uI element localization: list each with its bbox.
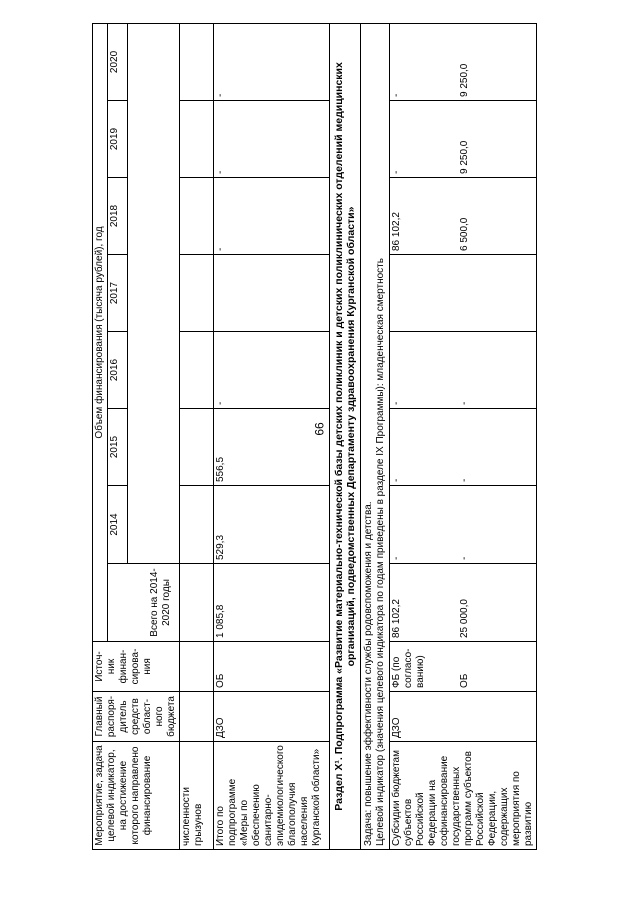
header-distributor: Главный распоря-дитель средств област-ного бюджета <box>93 692 180 742</box>
cell-2020: - <box>214 23 330 100</box>
cell-2017-ob <box>458 255 536 332</box>
header-funding-group: Объем финансирования (тысяча рублей), год <box>93 23 108 641</box>
rotated-table-container <box>92 24 597 850</box>
task-row <box>361 23 390 849</box>
cell-source-fb: ФБ (по согласо-ванию) <box>390 642 459 692</box>
header-year-2016: 2016 <box>108 332 128 409</box>
header-year-2020: 2020 <box>108 23 128 100</box>
cell-2016-fb: - <box>390 332 459 409</box>
cell-2015 <box>180 409 214 486</box>
header-spacer <box>128 23 180 563</box>
cell-2015-ob: - <box>458 409 536 486</box>
cell-total <box>180 564 214 642</box>
indicator-line: Целевой индикатор (значения целевого индикатора по годам приведены в разделе IX Программы): младенческая смертность <box>375 258 386 846</box>
document-page <box>92 24 597 850</box>
cell-source-ob: ОБ <box>458 642 536 692</box>
header-total: Всего на 2014-2020 годы <box>108 564 180 642</box>
cell-2020 <box>180 23 214 100</box>
funding-table <box>92 23 537 850</box>
cell-2014 <box>180 486 214 564</box>
table-row-rodents <box>180 23 214 849</box>
header-year-2018: 2018 <box>108 178 128 255</box>
cell-distributor: ДЗО <box>214 692 330 742</box>
cell-2018-fb: 86 102,2 <box>390 178 459 255</box>
cell-2014: 529,3 <box>214 486 330 564</box>
cell-distributor: ДЗО <box>390 692 537 742</box>
cell-2020-fb: - <box>390 23 459 100</box>
task-line: Задача: повышение эффективности службы родовспоможения и детства. <box>363 501 374 846</box>
header-event: Мероприятие, задача целевой индикатор, на достижение которого направлено финансирование <box>93 742 180 850</box>
cell-2019: - <box>214 101 330 178</box>
header-source: Источ-ник финан-сирова-ния <box>93 642 180 692</box>
cell-2016: - <box>214 332 330 409</box>
cell-2014-ob: - <box>458 486 536 564</box>
cell-2016 <box>180 332 214 409</box>
section-title-row <box>330 23 361 849</box>
table-row-subsidy-fb <box>390 23 459 849</box>
cell-source <box>180 642 214 692</box>
cell-total: 1 085,8 <box>214 564 330 642</box>
cell-2019-ob: 9 250,0 <box>458 101 536 178</box>
cell-2015-fb: - <box>390 409 459 486</box>
cell-2019-fb: - <box>390 101 459 178</box>
header-year-2015: 2015 <box>108 409 128 486</box>
section-title: Раздел X¹. Подпрограмма «Развитие материально-технической базы детских поликлиник и детских поликлинических отделений медицинских организаций, подведомственных Департаменту здравоохранения Курганской области» <box>330 23 361 849</box>
header-year-2017: 2017 <box>108 255 128 332</box>
header-year-2014: 2014 <box>108 486 128 564</box>
cell-source: ОБ <box>214 642 330 692</box>
cell-event: Итого по подпрограмме «Меры по обеспечению санитарно-эпидемиологического благополучия населения Курганской области» <box>214 742 330 850</box>
cell-2017 <box>214 255 330 332</box>
cell-2018: - <box>214 178 330 255</box>
cell-total-ob: 25 000,0 <box>458 564 536 642</box>
cell-2019 <box>180 101 214 178</box>
page-number-text: 66 <box>312 422 327 436</box>
cell-event: Субсидии бюджетам субъектов Российской Федерации на софинансирование государственных программ субъектов Российской Федерации, содержащих мероприятия по развитию <box>390 742 537 850</box>
task-description <box>361 23 390 849</box>
cell-distributor <box>180 692 214 742</box>
cell-2018-ob: 6 500,0 <box>458 178 536 255</box>
cell-total-fb: 86 102,2 <box>390 564 459 642</box>
header-row-1 <box>93 23 108 849</box>
cell-2018 <box>180 178 214 255</box>
table-row-total <box>214 23 330 849</box>
cell-2015: 556,5 <box>214 409 330 486</box>
header-year-2019: 2019 <box>108 101 128 178</box>
cell-2020-ob: 9 250,0 <box>458 23 536 100</box>
cell-2016-ob: - <box>458 332 536 409</box>
cell-2017-fb <box>390 255 459 332</box>
cell-2014-fb: - <box>390 486 459 564</box>
cell-2017 <box>180 255 214 332</box>
cell-event: численности грызунов <box>180 742 214 850</box>
